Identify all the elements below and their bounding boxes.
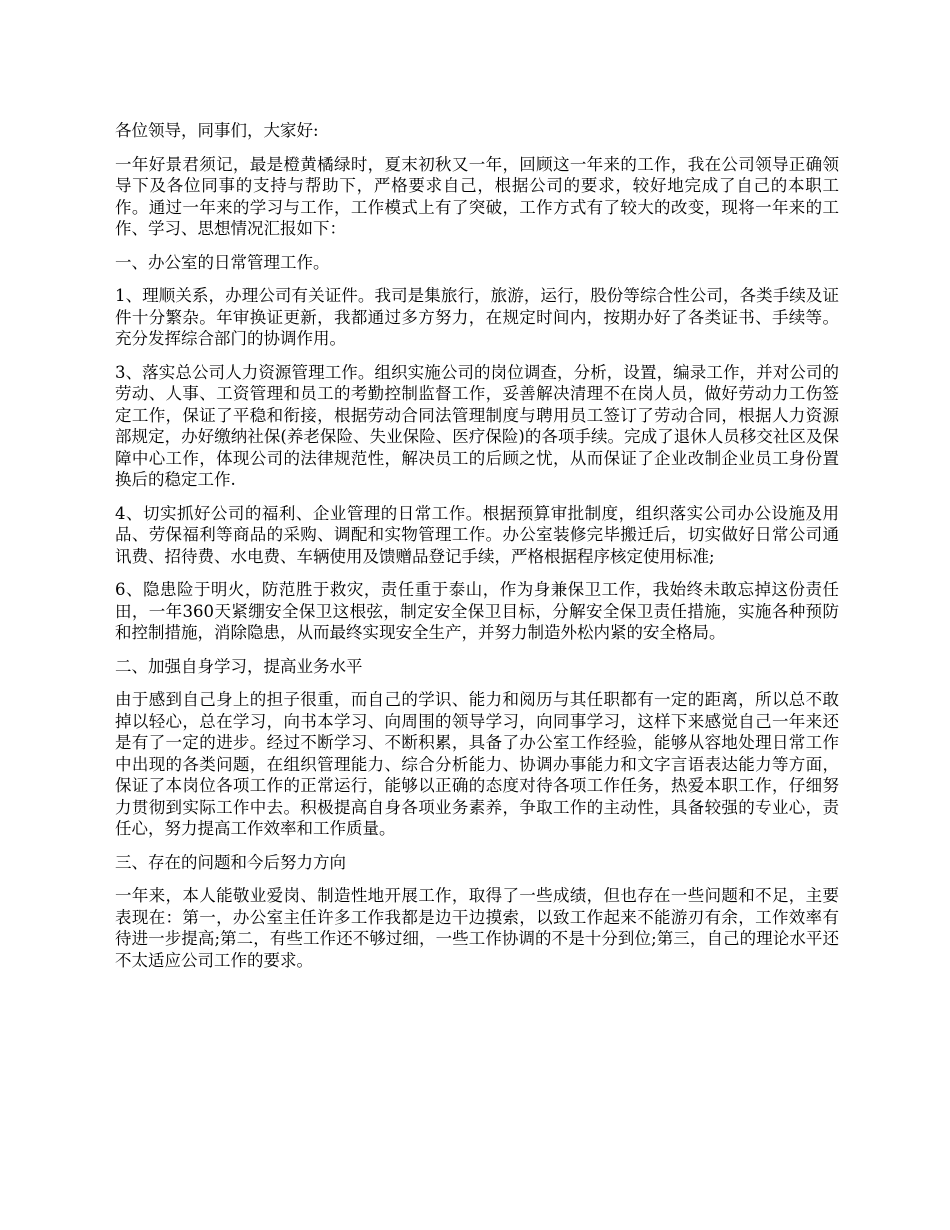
- section-3-heading: 三、存在的问题和今后努力方向: [115, 852, 346, 872]
- intro-paragraph: 一年好景君须记，最是橙黄橘绿时，夏末初秋又一年，回顾这一年来的工作，我在公司领导正确领导下及各位同事的支持与帮助下，严格要求自己，根据公司的要求，较好地完成了自己的本职工作。通过一年来的学习与工作，工作模式上有了突破，工作方式有了较大的改变，现将一年来的工作、学习、思想情况汇报如下：: [115, 154, 839, 238]
- section-2-paragraph: 由于感到自己身上的担子很重，而自己的学识、能力和阅历与其任职都有一定的距离，所以总不敢掉以轻心，总在学习，向书本学习、向周围的领导学习，向同事学习，这样下来感觉自己一年来还是有了一定的进步。经过不断学习、不断积累，具备了办公室工作经验，能够从容地处理日常工作中出现的各类问题，在组织管理能力、综合分析能力、协调办事能力和文字言语表达能力等方面，保证了本岗位各项工作的正常运行，能够以正确的态度对待各项工作任务，热爱本职工作，仔细努力贯彻到实际工作中去。积极提高自身各项业务素养，争取工作的主动性，具备较强的专业心，责任心，努力提高工作效率和工作质量。: [115, 690, 839, 838]
- item-6-paragraph: 6、隐患险于明火，防范胜于救灾，责任重于泰山，作为身兼保卫工作，我始终未敢忘掉这份责任田，一年360天紧绷安全保卫这根弦，制定安全保卫目标，分解安全保卫责任措施，实施各种预防和控制措施，消除隐患，从而最终实现安全生产，并努力制造外松内紧的安全格局。: [115, 580, 839, 642]
- section-3-paragraph: 一年来，本人能敬业爱岗、制造性地开展工作，取得了一些成绩，但也存在一些问题和不足，主要表现在：第一，办公室主任许多工作我都是边干边摸索，以致工作起来不能游刃有余，工作效率有待进一步提高;第二，有些工作还不够过细，一些工作协调的不是十分到位;第三，自己的理论水平还不太适应公司工作的要求。: [115, 886, 839, 970]
- greeting: 各位领导，同事们，大家好:: [115, 121, 319, 140]
- section-2-heading: 二、加强自身学习，提高业务水平: [115, 656, 363, 676]
- document-body: [115, 120, 839, 983]
- item-3-paragraph: 3、落实总公司人力资源管理工作。组织实施公司的岗位调查，分析，设置，编录工作，并对公司的劳动、人事、工资管理和员工的考勤控制监督工作，妥善解决清理不在岗人员，做好劳动力工伤签定工作，保证了平稳和衔接，根据劳动合同法管理制度与聘用员工签订了劳动合同，根据人力资源部规定，办好缴纳社保(养老保险、失业保险、医疗保险)的各项手续。完成了退休人员移交社区及保障中心工作，体现公司的法律规范性，解决员工的后顾之忧，从而保证了企业改制企业员工身份置换后的稳定工作.: [115, 362, 839, 489]
- section-1-heading: 一、办公室的日常管理工作。: [115, 252, 330, 272]
- item-4-paragraph: 4、切实抓好公司的福利、企业管理的日常工作。根据预算审批制度，组织落实公司办公设施及用品、劳保福利等商品的采购、调配和实物管理工作。办公室装修完毕搬迁后，切实做好日常公司通讯费、招待费、水电费、车辆使用及馈赠品登记手续，严格根据程序核定使用标准;: [115, 503, 839, 566]
- item-1-paragraph: 1、理顺关系，办理公司有关证件。我司是集旅行，旅游，运行，股份等综合性公司，各类手续及证件十分繁杂。年审换证更新，我都通过多方努力，在规定时间内，按期办好了各类证书、手续等。充分发挥综合部门的协调作用。: [115, 286, 839, 348]
